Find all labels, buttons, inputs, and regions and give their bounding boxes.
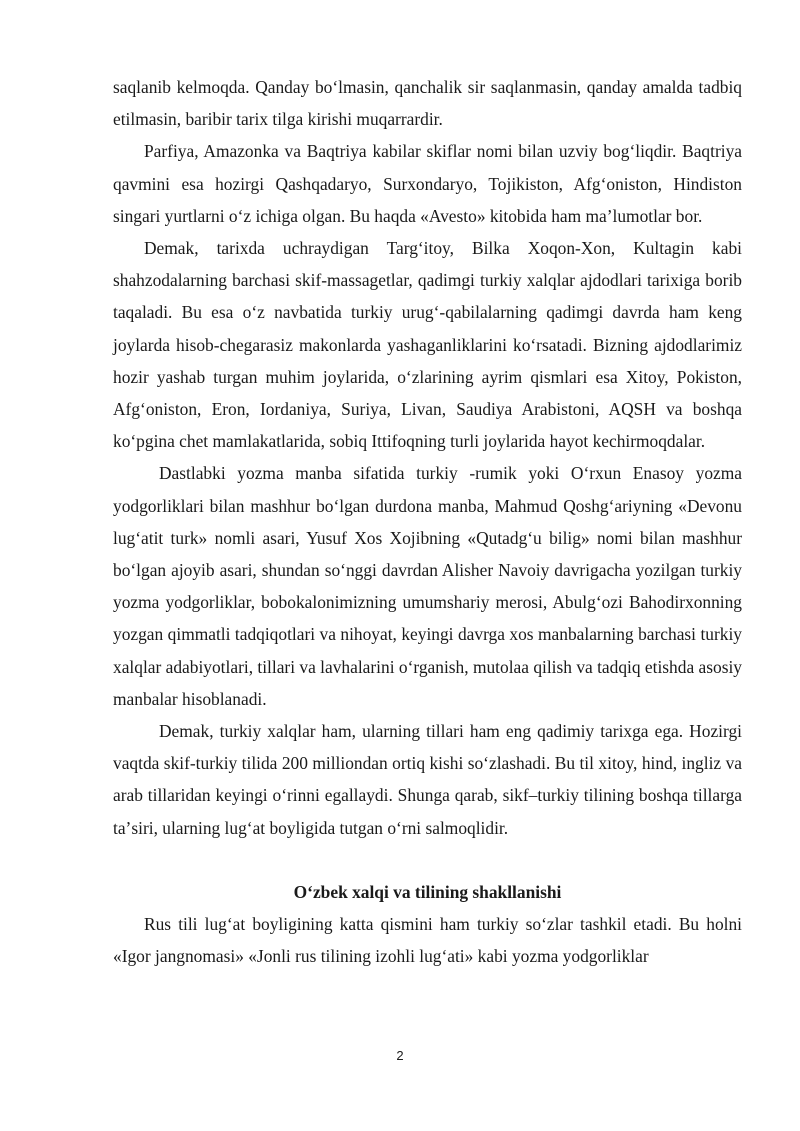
paragraph-4: Dastlabki yozma manba sifatida turkiy -rumik yoki Oʻrxun Enasoy yozma yodgorliklari bilan mashhur boʻlgan durdona manba, Mahmud Qoshgʻariyning «Devonu lugʻatit turk» nomli asari, Yusuf Xos Xojibning «Qutadgʻu bilig» nomi bilan mashhur boʻlgan ajoyib asari, shundan soʻnggi davrdan Alisher Navoiy davrigacha yozilgan turkiy yozma yodgorliklar, bobokalonimizning umumshariy merosi, Abulgʻozi Bahodirxonning yozgan qimmatli tadqiqotlari va nihoyat, keyingi davrga xos manbalarning barchasi turkiy xalqlar adabiyotlari, tillari va lavhalarini oʻrganish, mutolaa qilish va tadqiq etishda asosiy manbalar hisoblanadi. [113,463,742,709]
page-number: 2 [396,1048,404,1063]
paragraph-5: Demak, turkiy xalqlar ham, ularning tillari ham eng qadimiy tarixga ega. Hozirgi vaqtda skif-turkiy tilida 200 milliondan ortiq kishi soʻzlashadi. Bu til xitoy, hind, ingliz va arab tillaridan keyingi oʻrinni egallaydi. Shunga qarab, sikf–turkiy tilining boshqa tillarga taʼsiri, ularning lugʻat boyligida tutgan oʻrni salmoqlidir. [113,721,742,838]
section-heading: Oʻzbek xalqi va tilining shakllanishi [293,881,562,902]
paragraph-1: saqlanib kelmoqda. Qanday boʻlmasin, qanchalik sir saqlanmasin, qanday amalda tadbiq etilmasin, baribir tarix tilga kirishi muqarrardir. [113,77,742,130]
paragraph-6: Rus tili lugʻat boyligining katta qismini ham turkiy soʻzlar tashkil etadi. Bu holni «Igor jangnomasi» «Jonli rus tilining izohli lugʻati» kabi yozma yodgorliklar [113,914,742,967]
paragraph-3: Demak, tarixda uchraydigan Targʻitoy, Bilka Xoqon-Xon, Kultagin kabi shahzodalarning barchasi skif-massagetlar, qadimgi turkiy xalqlar ajdodlari tarixiga borib taqaladi. Bu esa oʻz navbatida turkiy urug‘-qabilalarning qadimgi davrda ham keng joylarda hisob-chegarasiz makonlarda yashaganliklarini koʻrsatadi. Bizning ajdodlarimiz hozir yashab turgan muhim joylarida, oʻzlarining ayrim qismlari esa Xitoy, Pokiston, Afgʻoniston, Eron, Iordaniya, Suriya, Livan, Saudiya Arabistoni, AQSH va boshqa koʻpgina chet mamlakatlarida, sobiq Ittifoqning turli joylarida hayot kechirmoqdalar. [113,238,742,452]
paragraph-2: Parfiya, Amazonka va Baqtriya kabilar skiflar nomi bilan uzviy bogʻliqdir. Baqtriya qavmini esa hozirgi Qashqadaryo, Surxondaryo, Tojikiston, Afgʻoniston, Hindiston singari yurtlarni oʻz ichiga olgan. Bu haqda «Avesto» kitobida ham maʼlumotlar bor. [113,141,742,226]
body-text [113,71,742,972]
